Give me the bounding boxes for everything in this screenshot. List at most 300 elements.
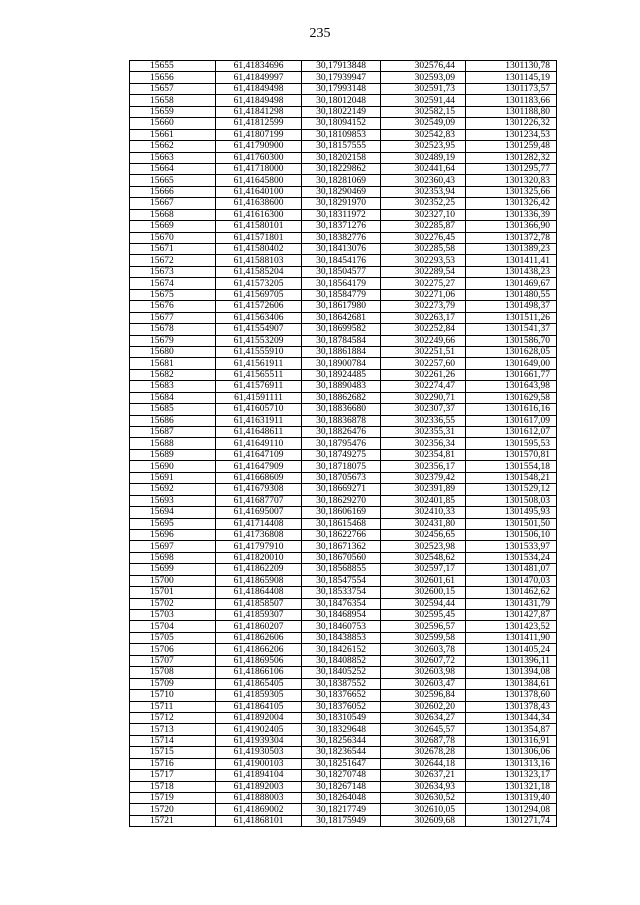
table-row — [130, 358, 557, 369]
point-number-cell: 15689 — [130, 449, 216, 460]
longitude-cell: 30,18564179 — [302, 278, 381, 289]
y-coordinate-cell: 1301183,66 — [466, 95, 557, 106]
latitude-cell: 61,41648611 — [216, 427, 302, 438]
longitude-cell: 30,18157555 — [302, 141, 381, 152]
point-number-cell: 15664 — [130, 163, 216, 174]
table-row — [130, 221, 557, 232]
table-row — [130, 495, 557, 506]
latitude-cell: 61,41868101 — [216, 815, 302, 826]
table-row — [130, 244, 557, 255]
y-coordinate-cell: 1301366,90 — [466, 221, 557, 232]
y-coordinate-cell: 1301643,98 — [466, 381, 557, 392]
point-number-cell: 15712 — [130, 712, 216, 723]
table-row — [130, 95, 557, 106]
x-coordinate-cell: 302594,44 — [381, 598, 466, 609]
page-number: 235 — [309, 26, 331, 41]
x-coordinate-cell: 302607,72 — [381, 655, 466, 666]
y-coordinate-cell: 1301344,34 — [466, 712, 557, 723]
x-coordinate-cell: 302360,43 — [381, 175, 466, 186]
x-coordinate-cell: 302285,58 — [381, 244, 466, 255]
table-row — [130, 655, 557, 666]
y-coordinate-cell: 1301480,55 — [466, 289, 557, 300]
y-coordinate-cell: 1301313,16 — [466, 758, 557, 769]
y-coordinate-cell: 1301629,58 — [466, 392, 557, 403]
longitude-cell: 30,17993148 — [302, 83, 381, 94]
point-number-cell: 15693 — [130, 495, 216, 506]
table-row — [130, 667, 557, 678]
y-coordinate-cell: 1301321,18 — [466, 781, 557, 792]
latitude-cell: 61,41862209 — [216, 564, 302, 575]
y-coordinate-cell: 1301511,26 — [466, 312, 557, 323]
longitude-cell: 30,17913848 — [302, 61, 381, 72]
y-coordinate-cell: 1301462,62 — [466, 587, 557, 598]
point-number-cell: 15663 — [130, 152, 216, 163]
coordinates-table — [129, 60, 557, 827]
point-number-cell: 15679 — [130, 335, 216, 346]
longitude-cell: 30,18413076 — [302, 244, 381, 255]
longitude-cell: 30,18629270 — [302, 495, 381, 506]
x-coordinate-cell: 302610,05 — [381, 804, 466, 815]
longitude-cell: 30,18705673 — [302, 472, 381, 483]
point-number-cell: 15692 — [130, 484, 216, 495]
point-number-cell: 15670 — [130, 232, 216, 243]
y-coordinate-cell: 1301498,37 — [466, 301, 557, 312]
latitude-cell: 61,41841298 — [216, 106, 302, 117]
latitude-cell: 61,41553209 — [216, 335, 302, 346]
y-coordinate-cell: 1301570,81 — [466, 449, 557, 460]
x-coordinate-cell: 302600,15 — [381, 587, 466, 598]
longitude-cell: 30,18606169 — [302, 507, 381, 518]
latitude-cell: 61,41930503 — [216, 747, 302, 758]
table-row — [130, 632, 557, 643]
point-number-cell: 15675 — [130, 289, 216, 300]
point-number-cell: 15676 — [130, 301, 216, 312]
latitude-cell: 61,41860207 — [216, 621, 302, 632]
y-coordinate-cell: 1301470,03 — [466, 575, 557, 586]
table-row — [130, 552, 557, 563]
latitude-cell: 61,41865405 — [216, 678, 302, 689]
y-coordinate-cell: 1301319,40 — [466, 793, 557, 804]
x-coordinate-cell: 302257,60 — [381, 358, 466, 369]
longitude-cell: 30,18371276 — [302, 221, 381, 232]
latitude-cell: 61,41894104 — [216, 770, 302, 781]
y-coordinate-cell: 1301427,87 — [466, 610, 557, 621]
latitude-cell: 61,41554907 — [216, 324, 302, 335]
table-body — [130, 61, 557, 827]
latitude-cell: 61,41668609 — [216, 472, 302, 483]
table-row — [130, 198, 557, 209]
table-row — [130, 335, 557, 346]
latitude-cell: 61,41892004 — [216, 712, 302, 723]
latitude-cell: 61,41687707 — [216, 495, 302, 506]
latitude-cell: 61,41888003 — [216, 793, 302, 804]
y-coordinate-cell: 1301234,53 — [466, 129, 557, 140]
y-coordinate-cell: 1301508,03 — [466, 495, 557, 506]
x-coordinate-cell: 302602,20 — [381, 701, 466, 712]
point-number-cell: 15694 — [130, 507, 216, 518]
table-row — [130, 747, 557, 758]
longitude-cell: 30,18468954 — [302, 610, 381, 621]
latitude-cell: 61,41812599 — [216, 118, 302, 129]
point-number-cell: 15695 — [130, 518, 216, 529]
x-coordinate-cell: 302352,25 — [381, 198, 466, 209]
latitude-cell: 61,41718000 — [216, 163, 302, 174]
point-number-cell: 15657 — [130, 83, 216, 94]
point-number-cell: 15669 — [130, 221, 216, 232]
latitude-cell: 61,41638600 — [216, 198, 302, 209]
longitude-cell: 30,18329648 — [302, 724, 381, 735]
longitude-cell: 30,18642681 — [302, 312, 381, 323]
y-coordinate-cell: 1301423,52 — [466, 621, 557, 632]
longitude-cell: 30,18267148 — [302, 781, 381, 792]
x-coordinate-cell: 302263,17 — [381, 312, 466, 323]
table-row — [130, 427, 557, 438]
y-coordinate-cell: 1301541,37 — [466, 324, 557, 335]
x-coordinate-cell: 302687,78 — [381, 735, 466, 746]
point-number-cell: 15714 — [130, 735, 216, 746]
y-coordinate-cell: 1301469,67 — [466, 278, 557, 289]
x-coordinate-cell: 302489,19 — [381, 152, 466, 163]
y-coordinate-cell: 1301529,12 — [466, 484, 557, 495]
table-row — [130, 266, 557, 277]
latitude-cell: 61,41869002 — [216, 804, 302, 815]
longitude-cell: 30,18504577 — [302, 266, 381, 277]
latitude-cell: 61,41862606 — [216, 632, 302, 643]
x-coordinate-cell: 302523,95 — [381, 141, 466, 152]
point-number-cell: 15703 — [130, 610, 216, 621]
y-coordinate-cell: 1301378,43 — [466, 701, 557, 712]
x-coordinate-cell: 302431,80 — [381, 518, 466, 529]
table-row — [130, 621, 557, 632]
table-row — [130, 804, 557, 815]
point-number-cell: 15697 — [130, 541, 216, 552]
longitude-cell: 30,18460753 — [302, 621, 381, 632]
point-number-cell: 15666 — [130, 186, 216, 197]
latitude-cell: 61,41695007 — [216, 507, 302, 518]
latitude-cell: 61,41563406 — [216, 312, 302, 323]
latitude-cell: 61,41555910 — [216, 346, 302, 357]
longitude-cell: 30,18669271 — [302, 484, 381, 495]
x-coordinate-cell: 302634,93 — [381, 781, 466, 792]
x-coordinate-cell: 302290,71 — [381, 392, 466, 403]
latitude-cell: 61,41631911 — [216, 415, 302, 426]
y-coordinate-cell: 1301396,11 — [466, 655, 557, 666]
point-number-cell: 15699 — [130, 564, 216, 575]
point-number-cell: 15721 — [130, 815, 216, 826]
table-row — [130, 598, 557, 609]
point-number-cell: 15683 — [130, 381, 216, 392]
y-coordinate-cell: 1301405,24 — [466, 644, 557, 655]
latitude-cell: 61,41859307 — [216, 610, 302, 621]
table-row — [130, 278, 557, 289]
x-coordinate-cell: 302327,10 — [381, 209, 466, 220]
point-number-cell: 15660 — [130, 118, 216, 129]
y-coordinate-cell: 1301325,66 — [466, 186, 557, 197]
latitude-cell: 61,41565511 — [216, 369, 302, 380]
y-coordinate-cell: 1301130,78 — [466, 61, 557, 72]
latitude-cell: 61,41571801 — [216, 232, 302, 243]
latitude-cell: 61,41573205 — [216, 278, 302, 289]
point-number-cell: 15701 — [130, 587, 216, 598]
y-coordinate-cell: 1301145,19 — [466, 72, 557, 83]
longitude-cell: 30,18175949 — [302, 815, 381, 826]
x-coordinate-cell: 302275,27 — [381, 278, 466, 289]
x-coordinate-cell: 302576,44 — [381, 61, 466, 72]
y-coordinate-cell: 1301506,10 — [466, 529, 557, 540]
table-row — [130, 587, 557, 598]
y-coordinate-cell: 1301173,57 — [466, 83, 557, 94]
table-row — [130, 575, 557, 586]
x-coordinate-cell: 302595,45 — [381, 610, 466, 621]
point-number-cell: 15671 — [130, 244, 216, 255]
table-row — [130, 415, 557, 426]
longitude-cell: 30,18291970 — [302, 198, 381, 209]
y-coordinate-cell: 1301320,83 — [466, 175, 557, 186]
x-coordinate-cell: 302548,62 — [381, 552, 466, 563]
table-row — [130, 541, 557, 552]
latitude-cell: 61,41865908 — [216, 575, 302, 586]
y-coordinate-cell: 1301595,53 — [466, 438, 557, 449]
y-coordinate-cell: 1301384,61 — [466, 678, 557, 689]
longitude-cell: 30,18900784 — [302, 358, 381, 369]
longitude-cell: 30,18094152 — [302, 118, 381, 129]
point-number-cell: 15696 — [130, 529, 216, 540]
longitude-cell: 30,18826476 — [302, 427, 381, 438]
longitude-cell: 30,18376652 — [302, 690, 381, 701]
table-row — [130, 461, 557, 472]
longitude-cell: 30,18022149 — [302, 106, 381, 117]
x-coordinate-cell: 302307,37 — [381, 404, 466, 415]
y-coordinate-cell: 1301534,24 — [466, 552, 557, 563]
table-row — [130, 312, 557, 323]
x-coordinate-cell: 302271,06 — [381, 289, 466, 300]
y-coordinate-cell: 1301431,79 — [466, 598, 557, 609]
table-row — [130, 507, 557, 518]
x-coordinate-cell: 302591,73 — [381, 83, 466, 94]
longitude-cell: 30,18568855 — [302, 564, 381, 575]
x-coordinate-cell: 302379,42 — [381, 472, 466, 483]
table-row — [130, 289, 557, 300]
x-coordinate-cell: 302249,66 — [381, 335, 466, 346]
y-coordinate-cell: 1301316,91 — [466, 735, 557, 746]
longitude-cell: 30,18795476 — [302, 438, 381, 449]
x-coordinate-cell: 302678,28 — [381, 747, 466, 758]
y-coordinate-cell: 1301411,90 — [466, 632, 557, 643]
longitude-cell: 30,18217749 — [302, 804, 381, 815]
longitude-cell: 30,18671362 — [302, 541, 381, 552]
table-row — [130, 438, 557, 449]
y-coordinate-cell: 1301378,60 — [466, 690, 557, 701]
longitude-cell: 30,18382776 — [302, 232, 381, 243]
point-number-cell: 15681 — [130, 358, 216, 369]
x-coordinate-cell: 302293,53 — [381, 255, 466, 266]
longitude-cell: 30,18236544 — [302, 747, 381, 758]
latitude-cell: 61,41588103 — [216, 255, 302, 266]
latitude-cell: 61,41864408 — [216, 587, 302, 598]
longitude-cell: 30,18408852 — [302, 655, 381, 666]
longitude-cell: 30,18256344 — [302, 735, 381, 746]
table-row — [130, 83, 557, 94]
x-coordinate-cell: 302285,87 — [381, 221, 466, 232]
x-coordinate-cell: 302591,44 — [381, 95, 466, 106]
point-number-cell: 15688 — [130, 438, 216, 449]
point-number-cell: 15674 — [130, 278, 216, 289]
latitude-cell: 61,41679308 — [216, 484, 302, 495]
latitude-cell: 61,41790900 — [216, 141, 302, 152]
latitude-cell: 61,41849498 — [216, 95, 302, 106]
latitude-cell: 61,41849997 — [216, 72, 302, 83]
table-row — [130, 141, 557, 152]
y-coordinate-cell: 1301336,39 — [466, 209, 557, 220]
latitude-cell: 61,41647109 — [216, 449, 302, 460]
x-coordinate-cell: 302401,85 — [381, 495, 466, 506]
longitude-cell: 30,18405252 — [302, 667, 381, 678]
longitude-cell: 30,18699582 — [302, 324, 381, 335]
point-number-cell: 15656 — [130, 72, 216, 83]
y-coordinate-cell: 1301495,93 — [466, 507, 557, 518]
point-number-cell: 15680 — [130, 346, 216, 357]
point-number-cell: 15662 — [130, 141, 216, 152]
x-coordinate-cell: 302644,18 — [381, 758, 466, 769]
table-row — [130, 701, 557, 712]
latitude-cell: 61,41647909 — [216, 461, 302, 472]
latitude-cell: 61,41714408 — [216, 518, 302, 529]
point-number-cell: 15709 — [130, 678, 216, 689]
latitude-cell: 61,41585204 — [216, 266, 302, 277]
y-coordinate-cell: 1301554,18 — [466, 461, 557, 472]
longitude-cell: 30,18012048 — [302, 95, 381, 106]
table-row — [130, 735, 557, 746]
longitude-cell: 30,18533754 — [302, 587, 381, 598]
longitude-cell: 30,18387552 — [302, 678, 381, 689]
table-row — [130, 381, 557, 392]
table-row — [130, 518, 557, 529]
y-coordinate-cell: 1301306,06 — [466, 747, 557, 758]
x-coordinate-cell: 302441,64 — [381, 163, 466, 174]
y-coordinate-cell: 1301188,80 — [466, 106, 557, 117]
x-coordinate-cell: 302251,51 — [381, 346, 466, 357]
longitude-cell: 30,18718075 — [302, 461, 381, 472]
point-number-cell: 15710 — [130, 690, 216, 701]
latitude-cell: 61,41858507 — [216, 598, 302, 609]
point-number-cell: 15658 — [130, 95, 216, 106]
longitude-cell: 30,18270748 — [302, 770, 381, 781]
latitude-cell: 61,41939304 — [216, 735, 302, 746]
longitude-cell: 30,18290469 — [302, 186, 381, 197]
table-row — [130, 404, 557, 415]
point-number-cell: 15705 — [130, 632, 216, 643]
table-row — [130, 678, 557, 689]
table-row — [130, 449, 557, 460]
latitude-cell: 61,41900103 — [216, 758, 302, 769]
table-row — [130, 163, 557, 174]
x-coordinate-cell: 302273,79 — [381, 301, 466, 312]
y-coordinate-cell: 1301661,77 — [466, 369, 557, 380]
latitude-cell: 61,41807199 — [216, 129, 302, 140]
point-number-cell: 15687 — [130, 427, 216, 438]
latitude-cell: 61,41834696 — [216, 61, 302, 72]
table-row — [130, 644, 557, 655]
x-coordinate-cell: 302261,26 — [381, 369, 466, 380]
point-number-cell: 15698 — [130, 552, 216, 563]
table-row — [130, 793, 557, 804]
x-coordinate-cell: 302356,34 — [381, 438, 466, 449]
y-coordinate-cell: 1301372,78 — [466, 232, 557, 243]
point-number-cell: 15716 — [130, 758, 216, 769]
y-coordinate-cell: 1301282,32 — [466, 152, 557, 163]
table-row — [130, 106, 557, 117]
point-number-cell: 15690 — [130, 461, 216, 472]
latitude-cell: 61,41902405 — [216, 724, 302, 735]
point-number-cell: 15673 — [130, 266, 216, 277]
y-coordinate-cell: 1301586,70 — [466, 335, 557, 346]
y-coordinate-cell: 1301612,07 — [466, 427, 557, 438]
table-row — [130, 770, 557, 781]
latitude-cell: 61,41591111 — [216, 392, 302, 403]
latitude-cell: 61,41866106 — [216, 667, 302, 678]
x-coordinate-cell: 302603,78 — [381, 644, 466, 655]
y-coordinate-cell: 1301533,97 — [466, 541, 557, 552]
x-coordinate-cell: 302549,09 — [381, 118, 466, 129]
y-coordinate-cell: 1301617,09 — [466, 415, 557, 426]
table-row — [130, 392, 557, 403]
table-row — [130, 724, 557, 735]
longitude-cell: 30,18622766 — [302, 529, 381, 540]
longitude-cell: 30,18924485 — [302, 369, 381, 380]
y-coordinate-cell: 1301438,23 — [466, 266, 557, 277]
longitude-cell: 30,18476354 — [302, 598, 381, 609]
point-number-cell: 15665 — [130, 175, 216, 186]
table-row — [130, 255, 557, 266]
point-number-cell: 15685 — [130, 404, 216, 415]
y-coordinate-cell: 1301616,16 — [466, 404, 557, 415]
y-coordinate-cell: 1301326,42 — [466, 198, 557, 209]
x-coordinate-cell: 302593,09 — [381, 72, 466, 83]
table-row — [130, 152, 557, 163]
table-row — [130, 815, 557, 826]
longitude-cell: 30,17939947 — [302, 72, 381, 83]
point-number-cell: 15661 — [130, 129, 216, 140]
table-row — [130, 758, 557, 769]
table-row — [130, 61, 557, 72]
latitude-cell: 61,41649110 — [216, 438, 302, 449]
point-number-cell: 15686 — [130, 415, 216, 426]
x-coordinate-cell: 302542,83 — [381, 129, 466, 140]
table-row — [130, 232, 557, 243]
latitude-cell: 61,41859305 — [216, 690, 302, 701]
latitude-cell: 61,41820010 — [216, 552, 302, 563]
latitude-cell: 61,41736808 — [216, 529, 302, 540]
longitude-cell: 30,18376052 — [302, 701, 381, 712]
point-number-cell: 15713 — [130, 724, 216, 735]
longitude-cell: 30,18310549 — [302, 712, 381, 723]
longitude-cell: 30,18861884 — [302, 346, 381, 357]
table-row — [130, 690, 557, 701]
table-row — [130, 72, 557, 83]
point-number-cell: 15682 — [130, 369, 216, 380]
longitude-cell: 30,18836680 — [302, 404, 381, 415]
x-coordinate-cell: 302391,89 — [381, 484, 466, 495]
x-coordinate-cell: 302609,68 — [381, 815, 466, 826]
x-coordinate-cell: 302456,65 — [381, 529, 466, 540]
y-coordinate-cell: 1301226,32 — [466, 118, 557, 129]
x-coordinate-cell: 302252,84 — [381, 324, 466, 335]
y-coordinate-cell: 1301295,77 — [466, 163, 557, 174]
point-number-cell: 15706 — [130, 644, 216, 655]
point-number-cell: 15717 — [130, 770, 216, 781]
longitude-cell: 30,18749275 — [302, 449, 381, 460]
longitude-cell: 30,18862682 — [302, 392, 381, 403]
